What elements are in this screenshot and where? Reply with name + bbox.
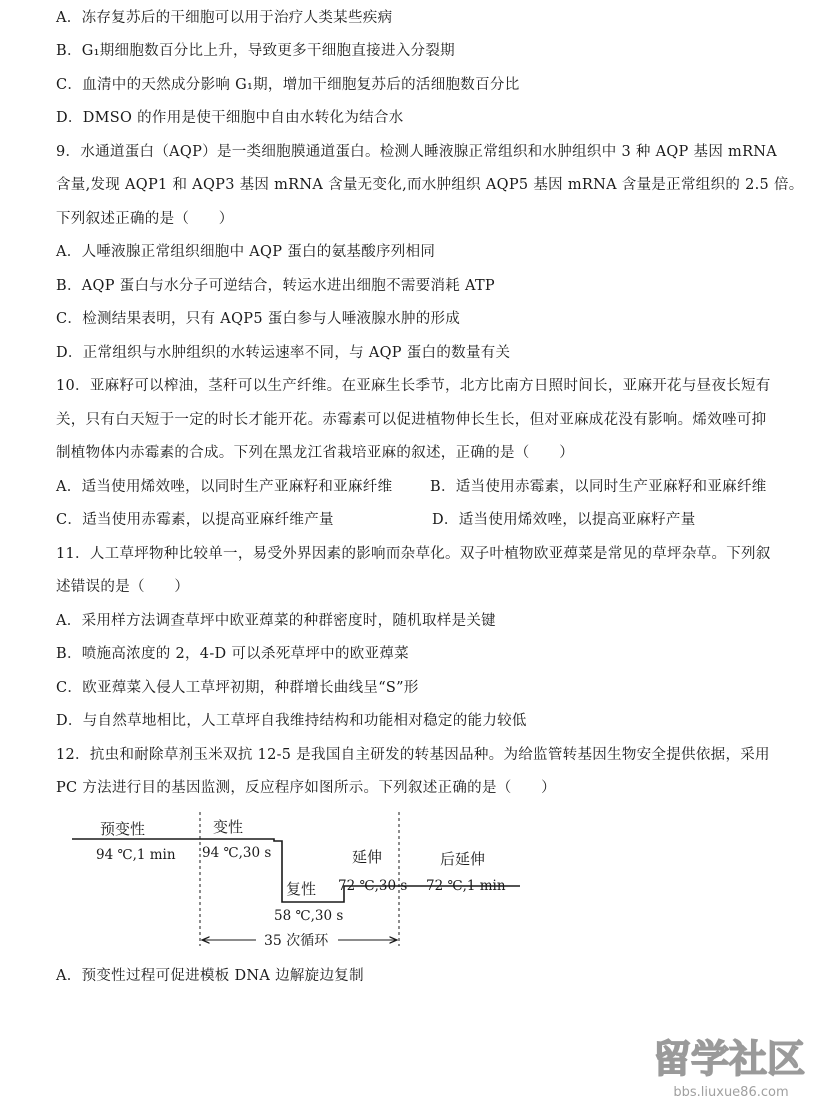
q9-option-d: D．正常组织与水肿组织的水转运速率不同，与 AQP 蛋白的数量有关 [56, 345, 511, 361]
watermark-url-text: bbs.liuxue86.com [673, 1085, 789, 1100]
q11-stem-line-1: 11．人工草坪物种比较单一，易受外界因素的影响而杂草化。双子叶植物欧亚蔊菜是常见的草坪杂草。下列叙 [56, 546, 771, 562]
q8-option-d: D．DMSO 的作用是使干细胞中自由水转化为结合水 [56, 110, 404, 126]
stage-cond-predenature: 94 ℃,1 min [96, 847, 176, 863]
q10-stem-line-2: 关，只有白天短于一定的时长才能开花。赤霉素可以促进植物伸长生长，但对亚麻成花没有影响。烯效唑可抑 [56, 412, 767, 428]
stage-name-extend: 延伸 [352, 848, 383, 866]
stage-name-anneal: 复性 [286, 880, 317, 898]
watermark-main-text: 留学社区 [652, 1037, 806, 1081]
q11-option-c: C．欧亚蔊菜入侵人工草坪初期，种群增长曲线呈“S”形 [56, 680, 419, 696]
stage-cond-anneal: 58 ℃,30 s [274, 908, 344, 924]
watermark-logo [647, 1024, 812, 1104]
q9-stem-line-1: 9．水通道蛋白（AQP）是一类细胞膜通道蛋白。检测人睡液腺正常组织和水肿组织中 3 种 AQP 基因 mRNA [56, 144, 778, 160]
stage-name-denature: 变性 [213, 818, 244, 836]
q11-option-a: A．采用样方法调查草坪中欧亚蔊菜的种群密度时，随机取样是关键 [56, 613, 496, 629]
q11-option-b: B．喷施高浓度的 2，4-D 可以杀死草坪中的欧亚蔊菜 [56, 646, 409, 662]
q11-option-d: D．与自然草地相比，人工草坪自我维持结构和功能相对稳定的能力较低 [56, 713, 527, 729]
cycles-label: 35 次循环 [264, 933, 329, 949]
q8-option-a: A．冻存复苏后的干细胞可以用于治疗人类某些疾病 [56, 10, 393, 26]
q9-option-b: B．AQP 蛋白与水分子可逆结合，转运水进出细胞不需要消耗 ATP [56, 278, 495, 294]
stage-cond-denature: 94 ℃,30 s [202, 845, 272, 861]
pcr-program-diagram [60, 806, 530, 966]
q9-stem-line-3: 下列叙述正确的是（ ） [56, 211, 234, 227]
q10-stem-line-3: 制植物体内赤霉素的合成。下列在黑龙江省栽培亚麻的叙述，正确的是（ ） [56, 445, 574, 461]
q8-option-c: C．血清中的天然成分影响 G₁期，增加干细胞复苏后的活细胞数百分比 [56, 77, 520, 93]
q9-stem-line-2: 含量,发现 AQP1 和 AQP3 基因 mRNA 含量无变化,而水肿组织 AQP5 基因 mRNA 含量是正常组织的 2.5 倍。 [56, 177, 804, 193]
q10-option-a: A．适当使用烯效唑，以同时生产亚麻籽和亚麻纤维 [56, 479, 393, 495]
q12-stem-line-2: PC 方法进行目的基因监测，反应程序如图所示。下列叙述正确的是（ ） [56, 780, 556, 796]
q10-stem-line-1: 10．亚麻籽可以榨油，茎秆可以生产纤维。在亚麻生长季节，北方比南方日照时间长，亚麻开花与昼夜长短有 [56, 378, 771, 394]
stage-name-final-extend: 后延伸 [440, 850, 486, 868]
q12-option-a: A．预变性过程可促进模板 DNA 边解旋边复制 [56, 968, 364, 984]
stage-cond-final-extend: 72 ℃,1 min [426, 878, 506, 894]
q12-stem-line-1: 12．抗虫和耐除草剂玉米双抗 12-5 是我国自主研发的转基因品种。为给监管转基因生物安全提供依据，采用 [56, 747, 770, 763]
q9-option-c: C．检测结果表明，只有 AQP5 蛋白参与人唾液腺水肿的形成 [56, 311, 461, 327]
q11-stem-line-2: 述错误的是（ ） [56, 579, 190, 595]
q9-option-a: A．人唾液腺正常组织细胞中 AQP 蛋白的氨基酸序列相同 [56, 244, 436, 260]
q10-option-b: B．适当使用赤霉素，以同时生产亚麻籽和亚麻纤维 [430, 479, 767, 495]
stage-cond-extend: 72 ℃,30 s [338, 878, 408, 894]
q8-option-b: B．G₁期细胞数百分比上升，导致更多干细胞直接进入分裂期 [56, 43, 455, 59]
q10-option-d: D．适当使用烯效唑，以提高亚麻籽产量 [432, 512, 696, 528]
q10-option-c: C．适当使用赤霉素，以提高亚麻纤维产量 [56, 512, 334, 528]
stage-name-predenature: 预变性 [100, 820, 146, 838]
